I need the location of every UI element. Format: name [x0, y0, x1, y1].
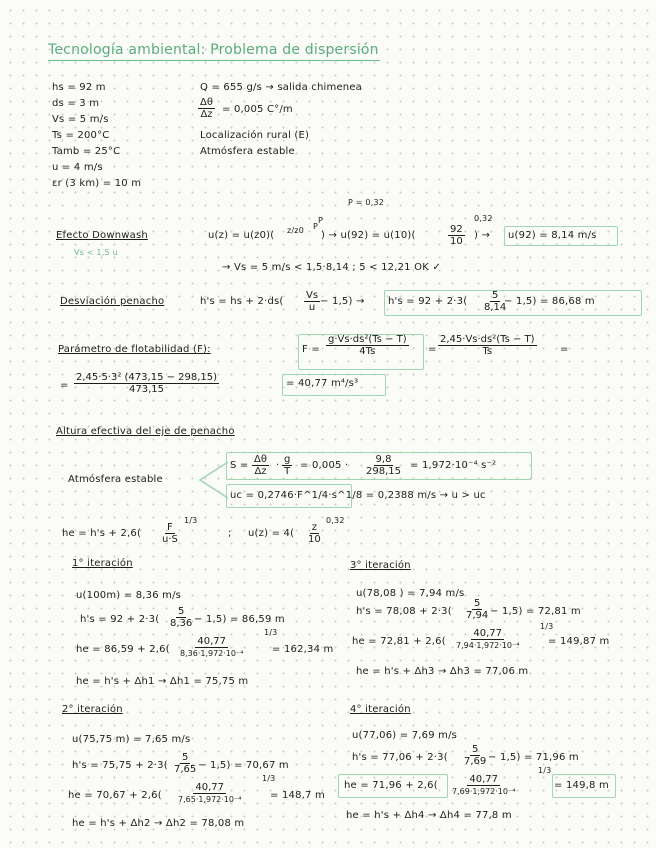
he-formula: he = h's + 2,6( — [62, 528, 142, 539]
penacho-mid: − 1,5) → — [320, 296, 365, 307]
data-location: Localización rural (E) — [200, 130, 310, 141]
flotab-result: = 40,77 m⁴/s³ — [286, 378, 359, 389]
uz-den: 10 — [308, 534, 321, 545]
data-gradient: = 0,005 C°/m — [222, 104, 293, 115]
iter1-he-fraction — [178, 636, 245, 659]
iter2-delta: he = h's + Δh2 → Δh2 = 78,08 m — [72, 818, 245, 829]
estable-label: Atmósfera estable — [68, 474, 163, 485]
flotab-num-3: 2,45·5·3² (473,15 − 298,15) — [76, 372, 218, 383]
downwash-eq-start: u(z) = u(z0)( — [208, 230, 275, 241]
flotab-num-2: 2,45·Vs·ds²(Ts − T) — [440, 334, 535, 345]
iter4-he-fraction — [450, 774, 517, 797]
flotab-eq2: = — [428, 344, 437, 355]
he-exp: 1/3 — [184, 516, 198, 525]
iter4-hs-fraction — [462, 744, 488, 767]
p-note: P = 0,32 — [348, 198, 385, 207]
iter3-u: u(78,08 ) = 7,94 m/s — [356, 588, 465, 599]
downwash-fraction — [448, 224, 465, 247]
penacho-fraction-1 — [304, 290, 320, 313]
iter1-title: 1° iteración — [72, 558, 133, 569]
downwash-label: Efecto Downwash — [56, 230, 148, 241]
penacho-num-1: Vs — [306, 290, 319, 301]
data-ds: ds = 3 m — [52, 98, 100, 109]
s-num-3: 9,8 — [375, 454, 392, 465]
downwash-condition: Vs < 1,5 u — [74, 248, 118, 257]
iter3-he-num: 40,77 — [473, 628, 503, 639]
page-title: Tecnología ambiental: Problema de dispersión — [48, 42, 379, 58]
iter1-exp: 1/3 — [264, 628, 278, 637]
iter3-delta: he = h's + Δh3 → Δh3 = 77,06 m — [356, 666, 529, 677]
flotab-den-1: 4Ts — [359, 346, 376, 357]
s-num-2: g — [284, 454, 291, 465]
p-mark: P — [318, 216, 324, 225]
uc-line: uc = 0,2746·F^1/4·s^1/8 = 0,2388 m/s → u > uc — [230, 490, 486, 501]
data-tamb: Tamb = 25°C — [52, 146, 121, 157]
iter1-he-start: he = 86,59 + 2,6( — [76, 644, 170, 655]
iter4-he-start: he = 71,96 + 2,6( — [344, 780, 438, 791]
data-vs: Vs = 5 m/s — [52, 114, 109, 125]
penacho-label: Desviación penacho — [60, 296, 165, 307]
iter4-hs-end: − 1,5) = 71,96 m — [488, 752, 579, 763]
gradient-num: Δθ — [200, 97, 213, 108]
flotab-fraction-3 — [74, 372, 219, 395]
penacho-den-2: 8,14 — [484, 302, 507, 313]
iter1-delta: he = h's + Δh1 → Δh1 = 75,75 m — [76, 676, 249, 687]
penacho-result-start: h's = 92 + 2·3( — [388, 296, 468, 307]
s-eq: = 0,005 · — [300, 460, 349, 471]
data-ts: Ts = 200°C — [52, 130, 110, 141]
exp-p: P — [313, 222, 319, 231]
iter4-hs-num: 5 — [471, 744, 479, 755]
he-num: F — [167, 522, 173, 533]
iter3-he-fraction — [454, 628, 521, 651]
fraction-num: 92 — [450, 224, 463, 235]
iter3-hs-fraction — [464, 598, 490, 621]
iter2-u: u(75,75 m) = 7,65 m/s — [72, 734, 191, 745]
flotab-num-1: g·Vs·ds²(Ts − T) — [328, 334, 407, 345]
he-sep: ; — [228, 528, 232, 539]
s-den-1: Δz — [254, 466, 267, 477]
penacho-num-2: 5 — [491, 290, 499, 301]
s-mid: · — [276, 460, 280, 471]
iter1-he-end: = 162,34 m — [272, 644, 334, 655]
fraction-den: 10 — [450, 236, 463, 247]
flotab-den-2: Ts — [482, 346, 493, 357]
flotab-fraction-2 — [438, 334, 537, 357]
iter4-he-den: 7,69·1,972·10⁻⁴ — [452, 787, 516, 796]
iter1-hs-num: 5 — [177, 606, 185, 617]
z-ratio: z/z0 — [287, 226, 304, 235]
exp-032: 0,32 — [474, 214, 493, 223]
he-fraction — [160, 522, 180, 545]
data-hs: hs = 92 m — [52, 82, 106, 93]
iter3-he-start: he = 72,81 + 2,6( — [352, 636, 446, 647]
s-den-2: T — [284, 466, 291, 477]
penacho-den-1: u — [308, 302, 316, 313]
s-fraction-3 — [364, 454, 403, 477]
iter2-he-start: he = 70,67 + 2,6( — [68, 790, 162, 801]
iter3-hs-den: 7,94 — [466, 610, 489, 621]
altura-label: Altura efectiva del eje de penacho — [56, 426, 235, 437]
penacho-result-end: − 1,5) = 86,68 m — [504, 296, 595, 307]
iter1-hs-start: h's = 92 + 2·3( — [80, 614, 160, 625]
iter2-he-end: = 148,7 m — [270, 790, 325, 801]
downwash-result: u(92) = 8,14 m/s — [508, 230, 597, 241]
uz-num: z — [311, 522, 317, 533]
penacho-eq: h's = hs + 2·ds( — [200, 296, 284, 307]
s-den-3: 298,15 — [366, 466, 401, 477]
downwash-check: → Vs = 5 m/s < 1,5·8,14 ; 5 < 12,21 OK ✓ — [222, 262, 441, 273]
iter2-hs-start: h's = 75,75 + 2·3( — [72, 760, 168, 771]
iter4-u: u(77,06) = 7,69 m/s — [352, 730, 458, 741]
iter4-hs-start: h's = 77,06 + 2·3( — [352, 752, 448, 763]
iter4-delta: he = h's + Δh4 → Δh4 = 77,8 m — [346, 810, 512, 821]
s-fraction-2 — [282, 454, 292, 477]
iter3-he-den: 7,94·1,972·10⁻⁴ — [456, 641, 520, 650]
data-atmosphere: Atmósfera estable — [200, 146, 295, 157]
s-fraction-1 — [252, 454, 269, 477]
title-underline — [48, 60, 380, 61]
he-den: u·S — [162, 534, 178, 545]
data-gradient-fraction — [198, 97, 215, 120]
iter2-he-den: 7,65·1,972·10⁻⁴ — [178, 795, 242, 804]
iter2-exp: 1/3 — [262, 774, 276, 783]
uz-fraction — [306, 522, 323, 545]
iter2-hs-num: 5 — [181, 752, 189, 763]
s-result: = 1,972·10⁻⁴ s⁻² — [410, 460, 497, 471]
data-roughness: ɛr (3 km) = 10 m — [52, 178, 142, 189]
downwash-arrow: ) → — [474, 230, 491, 241]
iter4-exp: 1/3 — [538, 766, 552, 775]
iter2-hs-fraction — [172, 752, 198, 775]
uz-exp: 0,32 — [326, 516, 345, 525]
iter3-hs-num: 5 — [473, 598, 481, 609]
flotab-lead: = — [60, 380, 69, 391]
iter4-he-num: 40,77 — [469, 774, 499, 785]
iter1-hs-fraction — [168, 606, 194, 629]
s-start: S = — [230, 460, 249, 471]
data-q: Q = 655 g/s → salida chimenea — [200, 82, 363, 93]
iter3-title: 3° iteración — [350, 560, 411, 571]
brace-connector — [196, 460, 230, 500]
flotab-eq3: = — [560, 344, 569, 355]
iter2-hs-den: 7,65 — [174, 764, 197, 775]
flotab-label: Parámetro de flotabilidad (F): — [58, 344, 211, 355]
f-eq: F = — [302, 344, 320, 355]
iter3-he-end: = 149,87 m — [548, 636, 610, 647]
iter2-title: 2° iteración — [62, 704, 123, 715]
gradient-den: Δz — [200, 109, 213, 120]
iter2-he-num: 40,77 — [195, 782, 225, 793]
iter4-hs-den: 7,69 — [464, 756, 487, 767]
iter4-title: 4° iteración — [350, 704, 411, 715]
iter2-he-fraction — [176, 782, 243, 805]
iter3-hs-end: − 1,5) = 72,81 m — [490, 606, 581, 617]
iter1-he-num: 40,77 — [197, 636, 227, 647]
uz-formula: u(z) = 4( — [248, 528, 295, 539]
data-u: u = 4 m/s — [52, 162, 103, 173]
iter3-hs-start: h's = 78,08 + 2·3( — [356, 606, 452, 617]
iter1-hs-end: − 1,5) = 86,59 m — [194, 614, 285, 625]
iter4-he-end: = 149,8 m — [554, 780, 609, 791]
iter3-exp: 1/3 — [540, 622, 554, 631]
downwash-eq-mid: ) → u(92) = u(10)( — [321, 230, 416, 241]
iter1-hs-den: 8,36 — [170, 618, 193, 629]
iter1-u: u(100m) = 8,36 m/s — [76, 590, 182, 601]
flotab-den-3: 473,15 — [129, 384, 165, 395]
iter2-hs-end: − 1,5) = 70,67 m — [198, 760, 289, 771]
s-num-1: Δθ — [254, 454, 267, 465]
iter1-he-den: 8,36·1,972·10⁻⁴ — [180, 649, 244, 658]
flotab-fraction-1 — [326, 334, 409, 357]
